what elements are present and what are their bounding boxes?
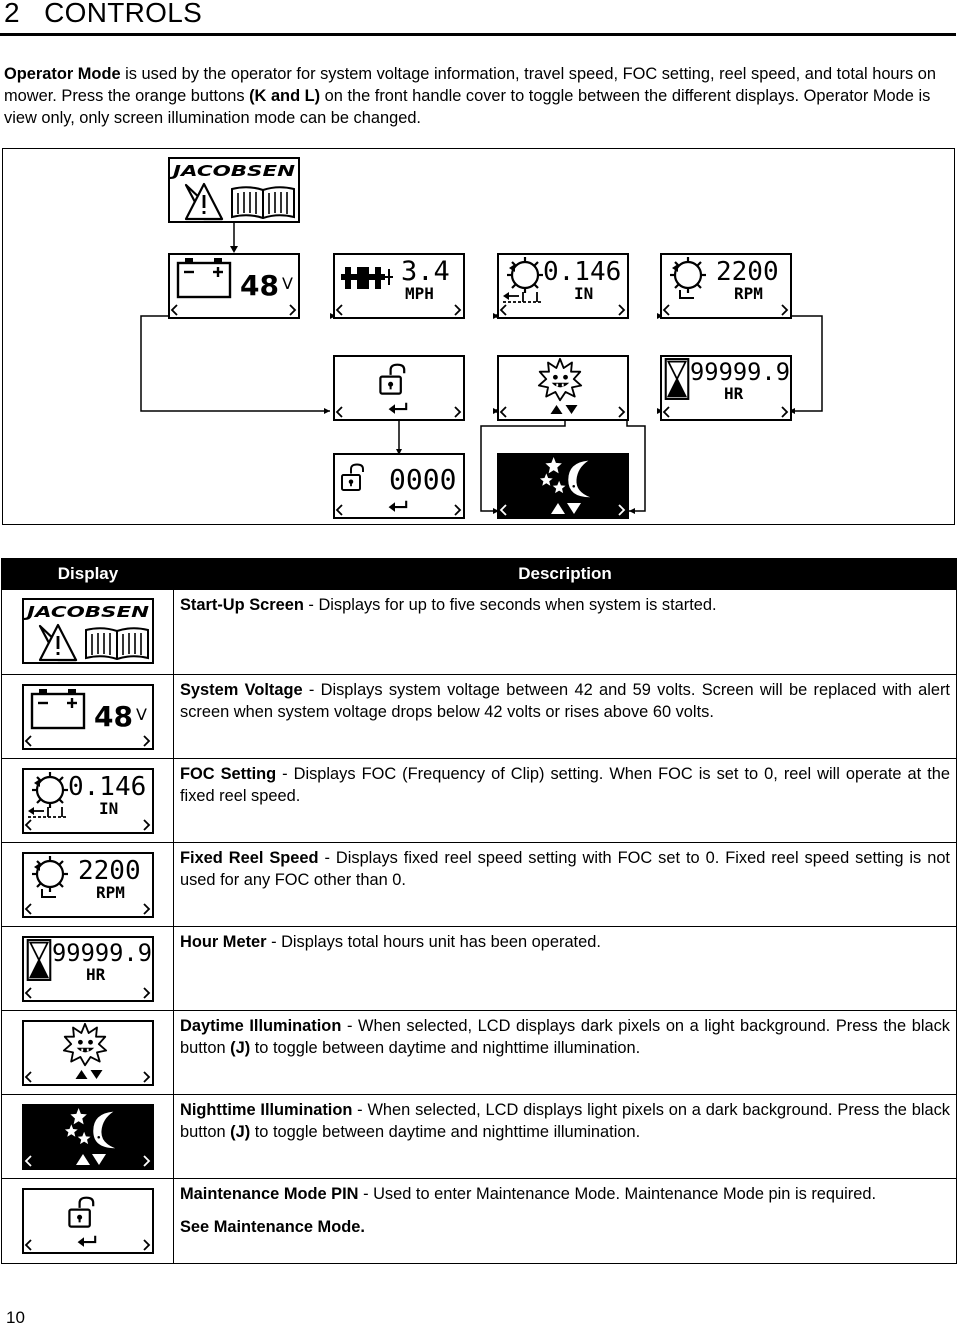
nighttime-thumbnail (22, 1102, 154, 1172)
row-description: FOC Setting - Displays FOC (Frequency of Clip) setting. When FOC is set to 0, reel will operate at the fixed reel speed. (180, 765, 950, 805)
svg-text:3.4: 3.4 (401, 256, 450, 287)
table-row (2, 758, 956, 842)
section-header (0, 0, 960, 36)
svg-text:IN: IN (574, 284, 594, 303)
startup-thumbnail (22, 597, 154, 665)
foc-screen (497, 253, 629, 319)
maintenance-lock-screen (333, 355, 465, 421)
see-also-reference: See Maintenance Mode. (180, 1218, 365, 1236)
display-description-table (1, 558, 957, 1264)
table-row (2, 1178, 956, 1263)
svg-text:V: V (282, 274, 293, 293)
display-cell (2, 843, 174, 926)
table-row (2, 926, 956, 1010)
section-title: 2 CONTROLS (4, 0, 203, 28)
row-description: Nighttime Illumination - When selected, LCD displays light pixels on a dark background. Press the black button (J) to toggle between daytime and nighttime illumination. (180, 1101, 950, 1141)
table-row (2, 1094, 956, 1178)
table-row (2, 1010, 956, 1094)
speed-screen (333, 253, 465, 319)
reel-speed-thumbnail (22, 850, 154, 920)
column-header-display: Display (57, 564, 119, 583)
display-cell (2, 590, 174, 674)
daytime-screen (497, 355, 629, 421)
hour-meter-screen (660, 355, 792, 421)
voltage-screen (168, 253, 300, 319)
table-header (2, 559, 956, 590)
svg-text:RPM: RPM (96, 883, 125, 902)
table-row (2, 842, 956, 926)
svg-text:2200: 2200 (78, 856, 141, 886)
display-cell (2, 759, 174, 842)
pin-entry-screen (333, 453, 465, 519)
operator-mode-flow-diagram (2, 148, 955, 525)
display-cell (2, 1179, 174, 1263)
display-cell (2, 675, 174, 758)
row-description: System Voltage - Displays system voltage between 42 and 59 volts. Screen will be replaced with alert screen when system voltage drops below 42 volts or rises above 60 volts. (180, 681, 950, 721)
intro-paragraph: Operator Mode is used by the operator for system voltage information, travel speed, FOC setting, reel speed, and total hours on mower. Press the orange buttons (K and L) on the front handle cover to toggle between the different displays. Operator Mode is view only, only screen illumination mode can be changed. (4, 65, 936, 127)
svg-text:0000: 0000 (389, 463, 457, 496)
svg-text:HR: HR (724, 384, 744, 403)
svg-text:MPH: MPH (405, 284, 434, 303)
foc-thumbnail (22, 766, 154, 836)
svg-text:99999.9: 99999.9 (690, 358, 790, 386)
row-description: Fixed Reel Speed - Displays fixed reel speed setting with FOC set to 0. Fixed reel speed setting is not used for any FOC other than 0. (180, 849, 950, 889)
voltage-thumbnail (22, 682, 154, 752)
hour-meter-thumbnail (22, 934, 154, 1004)
svg-text:HR: HR (86, 965, 106, 984)
header-rule (0, 33, 956, 36)
svg-text:IN: IN (99, 799, 119, 818)
display-cell (2, 1011, 174, 1094)
svg-text:RPM: RPM (734, 284, 763, 303)
display-cell (2, 927, 174, 1010)
flow-connectors (3, 149, 956, 526)
nighttime-screen (497, 453, 629, 519)
table-row (2, 590, 956, 674)
svg-text:2200: 2200 (716, 257, 779, 287)
maintenance-lock-thumbnail (22, 1186, 154, 1256)
daytime-thumbnail (22, 1018, 154, 1088)
svg-text:48: 48 (240, 269, 279, 302)
svg-text:48: 48 (94, 700, 133, 733)
column-header-description: Description (518, 564, 612, 583)
svg-text:0.146: 0.146 (68, 772, 147, 802)
reel-speed-screen (660, 253, 792, 319)
table-row (2, 674, 956, 758)
svg-text:0.146: 0.146 (543, 257, 622, 287)
row-description: Maintenance Mode PIN - Used to enter Maintenance Mode. Maintenance Mode pin is required. See Maintenance Mode. (180, 1183, 950, 1238)
display-cell (2, 1095, 174, 1178)
svg-text:V: V (136, 705, 147, 724)
page-number: 10 (6, 1308, 25, 1327)
row-description: Start-Up Screen - Displays for up to five seconds when system is started. (180, 596, 717, 614)
row-description: Daytime Illumination - When selected, LCD displays dark pixels on a light background. Press the black button (J) to toggle between daytime and nighttime illumination. (180, 1017, 950, 1057)
row-description: Hour Meter - Displays total hours unit has been operated. (180, 933, 601, 951)
startup-screen (168, 157, 300, 223)
svg-text:99999.9: 99999.9 (52, 939, 152, 967)
